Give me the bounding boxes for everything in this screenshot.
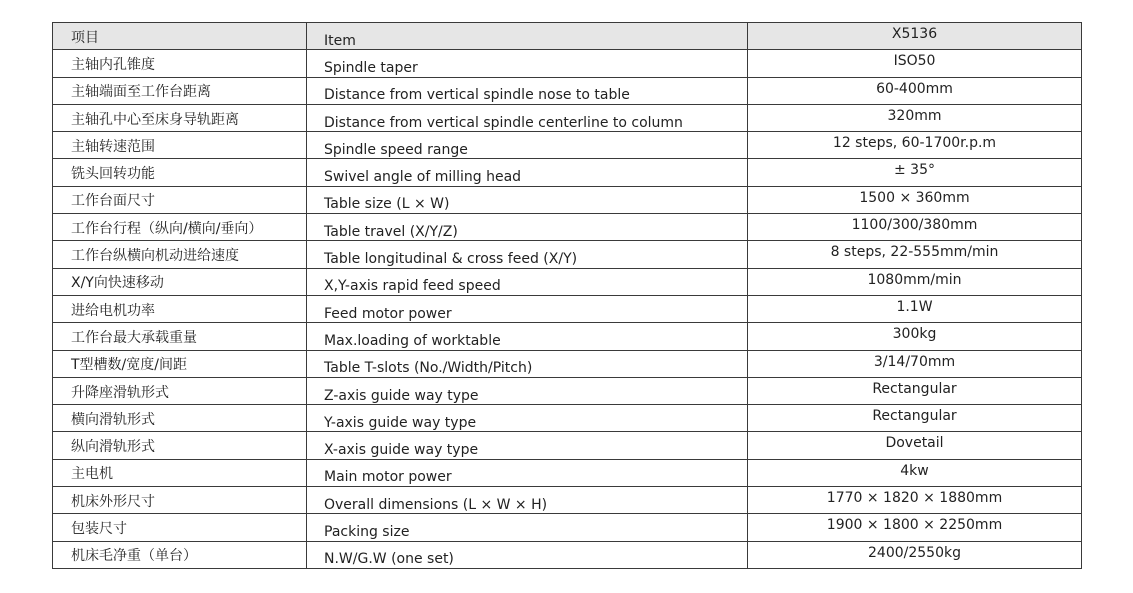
spec-name-cn: 工作台最大承载重量 [53,323,307,350]
header-en-cell: Item [307,23,748,50]
spec-name-cn: 机床外形尺寸 [53,487,307,514]
spec-value: Rectangular [748,377,1082,404]
spec-name-cn: 主电机 [53,459,307,486]
table-row [53,432,1082,459]
spec-name-en: Z-axis guide way type [307,377,748,404]
table-row [53,514,1082,541]
spec-value: 8 steps, 22-555mm/min [748,241,1082,268]
spec-value: 1100/300/380mm [748,214,1082,241]
spec-name-cn: T型槽数/宽度/间距 [53,350,307,377]
spec-value: Rectangular [748,405,1082,432]
spec-name-en: X,Y-axis rapid feed speed [307,268,748,295]
spec-value: 3/14/70mm [748,350,1082,377]
spec-name-en: X-axis guide way type [307,432,748,459]
spec-name-en: Spindle speed range [307,132,748,159]
table-row [53,377,1082,404]
spec-name-cn: 主轴端面至工作台距离 [53,77,307,104]
table-row [53,541,1082,568]
table-row [53,77,1082,104]
table-header-row [53,23,1082,50]
spec-value: 320mm [748,104,1082,131]
spec-name-en: Y-axis guide way type [307,405,748,432]
spec-name-en: Swivel angle of milling head [307,159,748,186]
spec-value: ISO50 [748,50,1082,77]
header-model-cell: X5136 [748,23,1082,50]
spec-value: 1500 × 360mm [748,186,1082,213]
spec-name-cn: 工作台纵横向机动进给速度 [53,241,307,268]
table-row [53,350,1082,377]
spec-name-en: Table size (L × W) [307,186,748,213]
spec-name-en: Overall dimensions (L × W × H) [307,487,748,514]
spec-name-cn: 主轴孔中心至床身导轨距离 [53,104,307,131]
spec-name-en: Max.loading of worktable [307,323,748,350]
spec-name-cn: 工作台面尺寸 [53,186,307,213]
spec-value: ± 35° [748,159,1082,186]
spec-name-en: Packing size [307,514,748,541]
spec-name-cn: 主轴内孔锥度 [53,50,307,77]
spec-name-en: Distance from vertical spindle centerline to column [307,104,748,131]
spec-name-en: Table T-slots (No./Width/Pitch) [307,350,748,377]
table-row [53,295,1082,322]
spec-name-cn: 主轴转速范围 [53,132,307,159]
spec-name-cn: 机床毛净重（单台） [53,541,307,568]
spec-name-en: Table travel (X/Y/Z) [307,214,748,241]
spec-value: 1080mm/min [748,268,1082,295]
spec-value: Dovetail [748,432,1082,459]
spec-table-body [53,23,1082,569]
table-row [53,268,1082,295]
spec-name-en: Spindle taper [307,50,748,77]
table-row [53,487,1082,514]
spec-name-cn: 工作台行程（纵向/横向/垂向） [53,214,307,241]
spec-name-cn: 横向滑轨形式 [53,405,307,432]
table-row [53,459,1082,486]
spec-name-cn: X/Y向快速移动 [53,268,307,295]
spec-name-en: Main motor power [307,459,748,486]
table-row [53,214,1082,241]
spec-name-cn: 纵向滑轨形式 [53,432,307,459]
spec-name-cn: 进给电机功率 [53,295,307,322]
spec-name-cn: 升降座滑轨形式 [53,377,307,404]
table-row [53,132,1082,159]
spec-name-en: Feed motor power [307,295,748,322]
spec-value: 4kw [748,459,1082,486]
spec-value: 2400/2550kg [748,541,1082,568]
spec-name-en: Table longitudinal & cross feed (X/Y) [307,241,748,268]
header-cn-cell: 项目 [53,23,307,50]
spec-name-cn: 铣头回转功能 [53,159,307,186]
spec-name-cn: 包装尺寸 [53,514,307,541]
spec-value: 1770 × 1820 × 1880mm [748,487,1082,514]
table-row [53,405,1082,432]
table-row [53,241,1082,268]
table-row [53,159,1082,186]
spec-value: 12 steps, 60-1700r.p.m [748,132,1082,159]
spec-value: 1.1W [748,295,1082,322]
table-row [53,186,1082,213]
spec-table [52,22,1082,569]
spec-value: 1900 × 1800 × 2250mm [748,514,1082,541]
table-row [53,104,1082,131]
spec-value: 60-400mm [748,77,1082,104]
table-row [53,50,1082,77]
spec-name-en: Distance from vertical spindle nose to table [307,77,748,104]
table-row [53,323,1082,350]
spec-value: 300kg [748,323,1082,350]
spec-name-en: N.W/G.W (one set) [307,541,748,568]
